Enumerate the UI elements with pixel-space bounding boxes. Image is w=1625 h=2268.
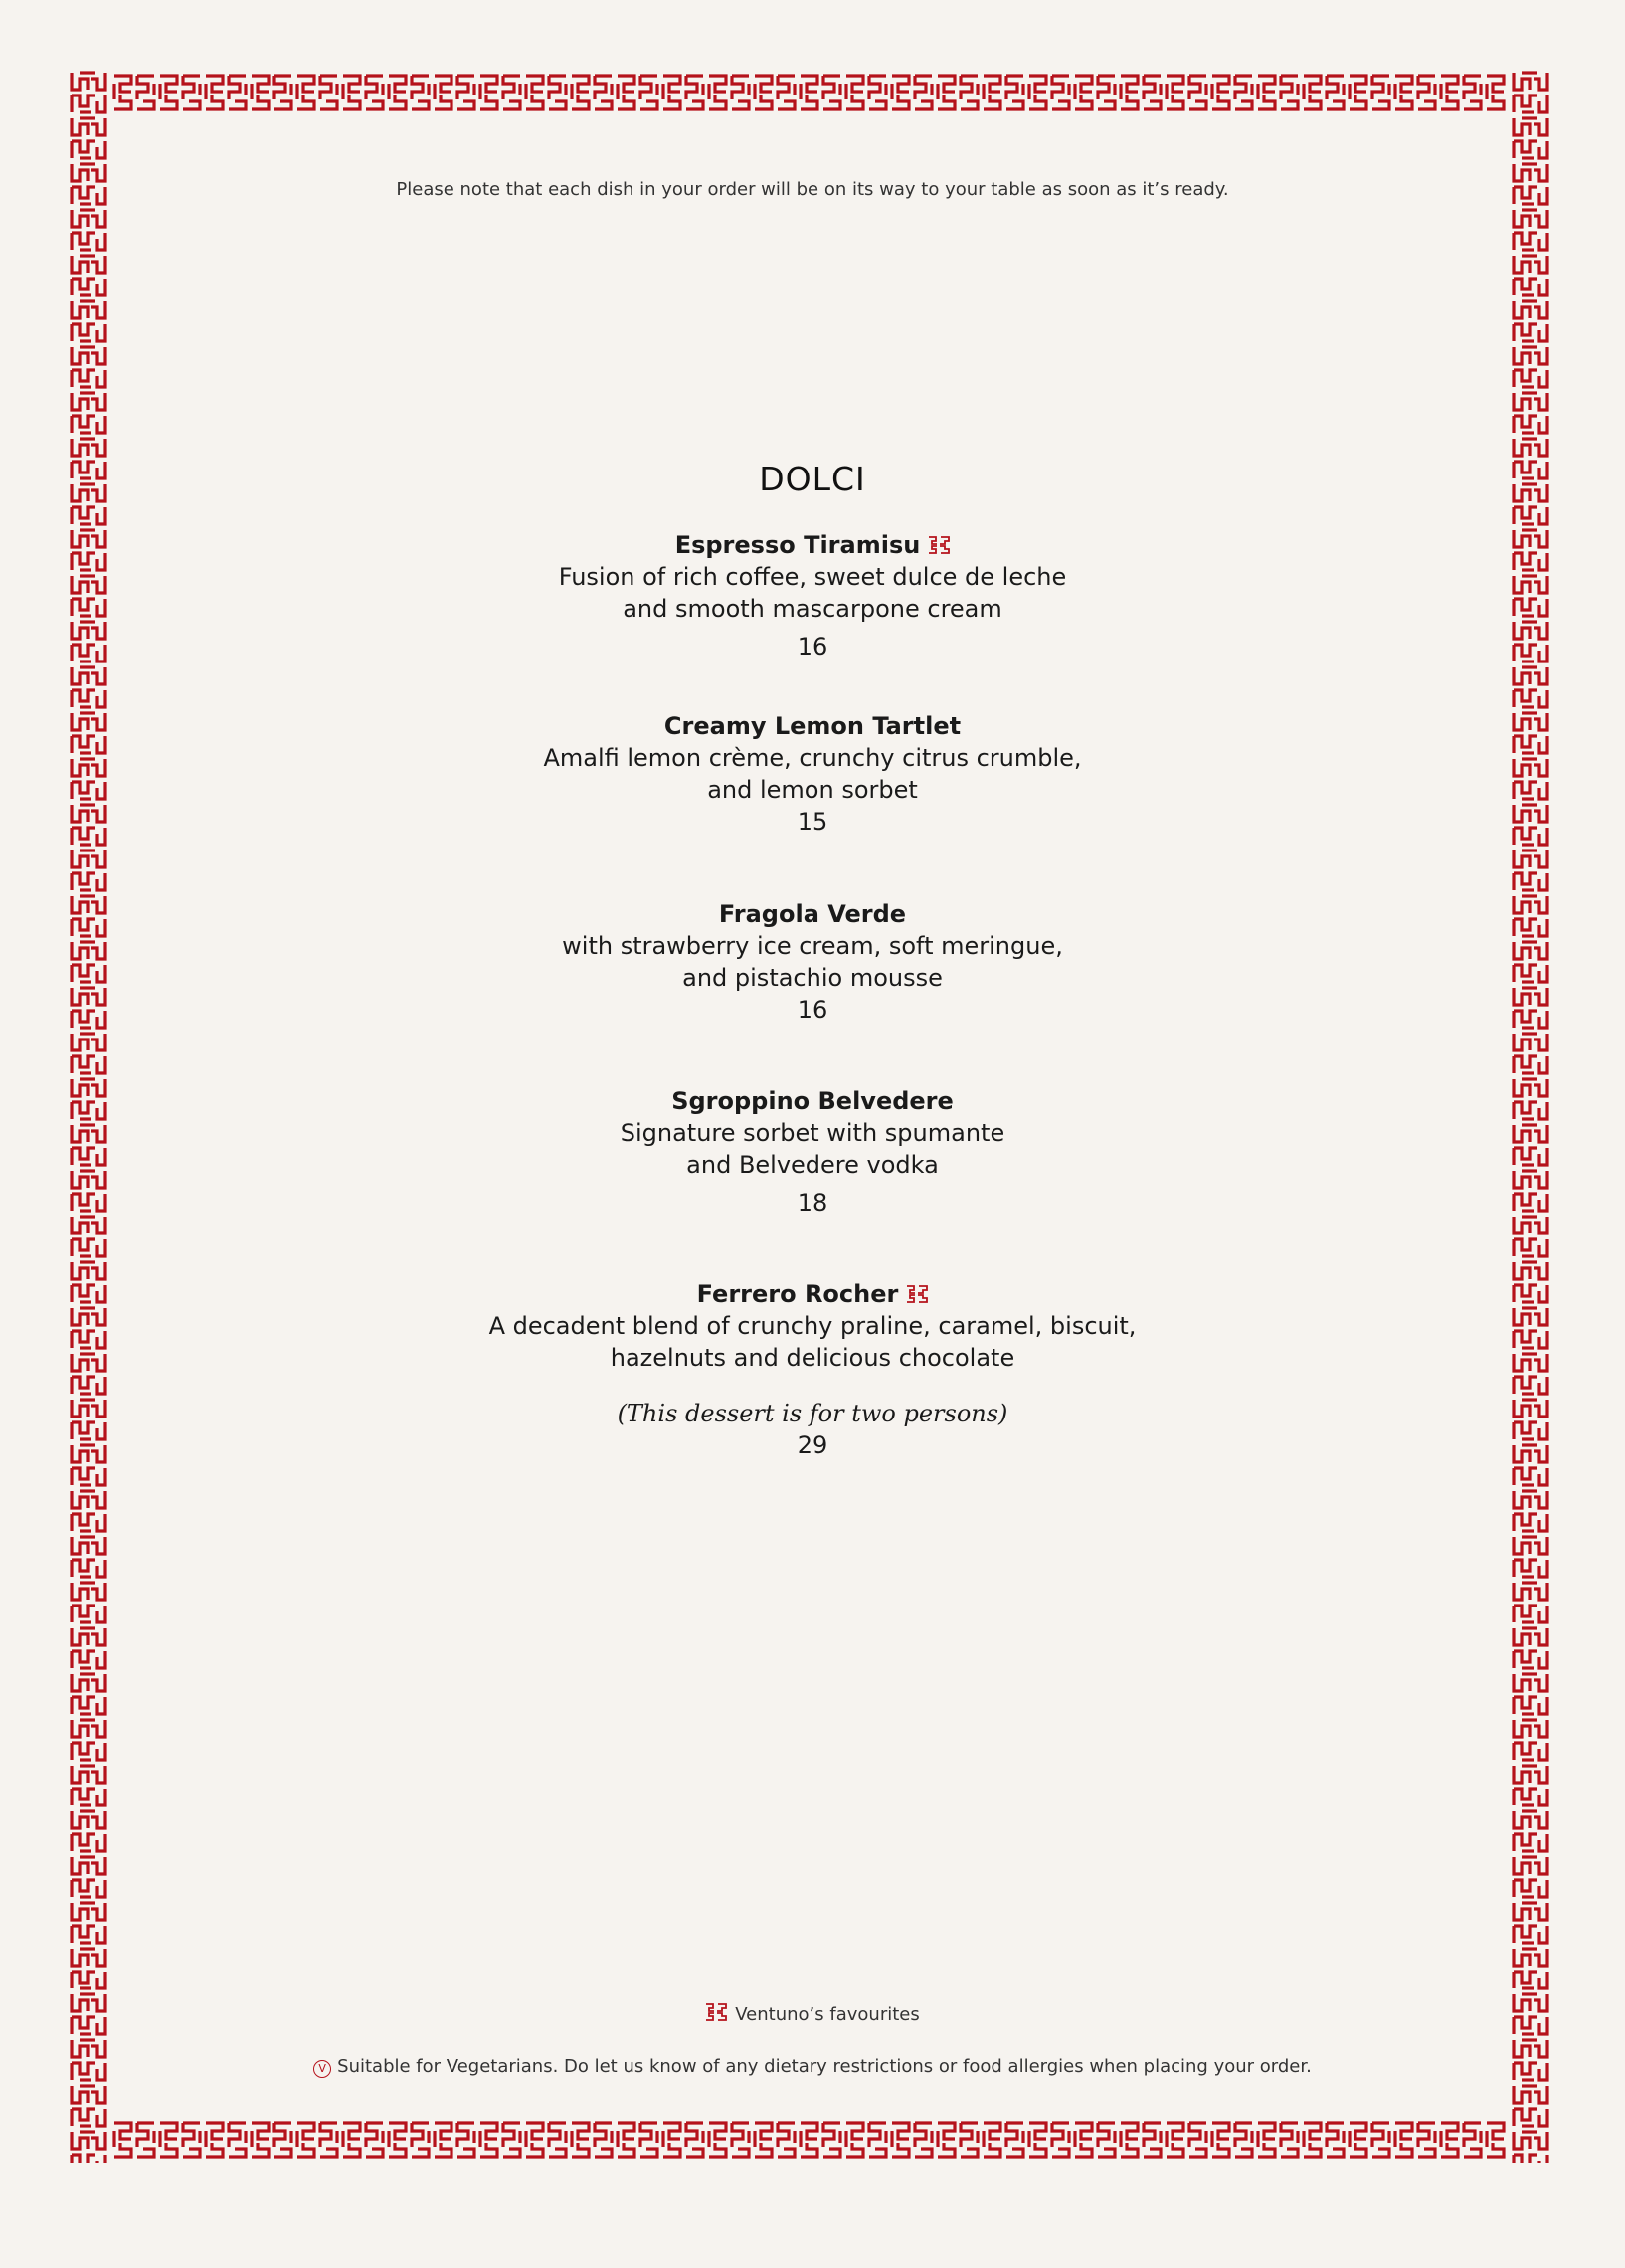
border-top — [66, 70, 1553, 115]
border-bottom — [66, 2117, 1553, 2163]
favourite-icon — [705, 2002, 727, 2022]
item-description-line2: and pistachio mousse — [682, 964, 943, 992]
item-name: Sgroppino Belvedere — [671, 1087, 954, 1115]
item-description-line1: with strawberry ice cream, soft meringue, — [562, 932, 1063, 960]
item-description-line1: Signature sorbet with spumante — [620, 1119, 1005, 1147]
menu-item — [0, 529, 1625, 662]
item-name-row — [0, 1278, 1625, 1310]
service-notice: Please note that each dish in your order will be on its way to your table as soon as it’s ready. — [396, 179, 1229, 200]
item-note: (This dessert is for two persons) — [617, 1400, 1008, 1427]
favourites-legend — [0, 2002, 1625, 2025]
item-name: Creamy Lemon Tartlet — [663, 712, 962, 740]
item-price: 29 — [797, 1431, 828, 1459]
menu-item — [0, 898, 1625, 1026]
favourite-icon — [928, 535, 950, 555]
item-name: Fragola Verde — [718, 900, 907, 928]
item-price: 16 — [797, 996, 828, 1024]
item-price: 18 — [797, 1189, 828, 1217]
item-price: 15 — [797, 808, 828, 836]
vegetarian-icon: V — [313, 2060, 331, 2078]
item-description-line2: hazelnuts and delicious chocolate — [610, 1344, 1015, 1372]
item-name: Espresso Tiramisu — [674, 531, 921, 559]
menu-item — [0, 710, 1625, 838]
item-description-line2: and smooth mascarpone cream — [623, 595, 1002, 623]
item-name: Ferrero Rocher — [696, 1280, 899, 1308]
item-price: 16 — [797, 633, 828, 661]
item-description-line1: Amalfi lemon crème, crunchy citrus crumble, — [543, 744, 1082, 772]
menu-item — [0, 1278, 1625, 1461]
vegetarian-legend-text: Suitable for Vegetarians. Do let us know of any dietary restrictions or food allergies when placing your order. — [337, 2056, 1312, 2077]
item-name-row — [0, 529, 1625, 561]
favourite-icon — [906, 1284, 928, 1304]
favourites-legend-text: Ventuno’s favourites — [735, 2004, 920, 2025]
vegetarian-legend — [0, 2056, 1625, 2078]
menu-item — [0, 1085, 1625, 1219]
item-description-line1: A decadent blend of crunchy praline, caramel, biscuit, — [488, 1312, 1137, 1340]
item-description-line2: and lemon sorbet — [707, 776, 918, 804]
section-title: DOLCI — [759, 460, 866, 498]
item-description-line1: Fusion of rich coffee, sweet dulce de leche — [558, 563, 1067, 591]
item-description-line2: and Belvedere vodka — [686, 1151, 939, 1179]
